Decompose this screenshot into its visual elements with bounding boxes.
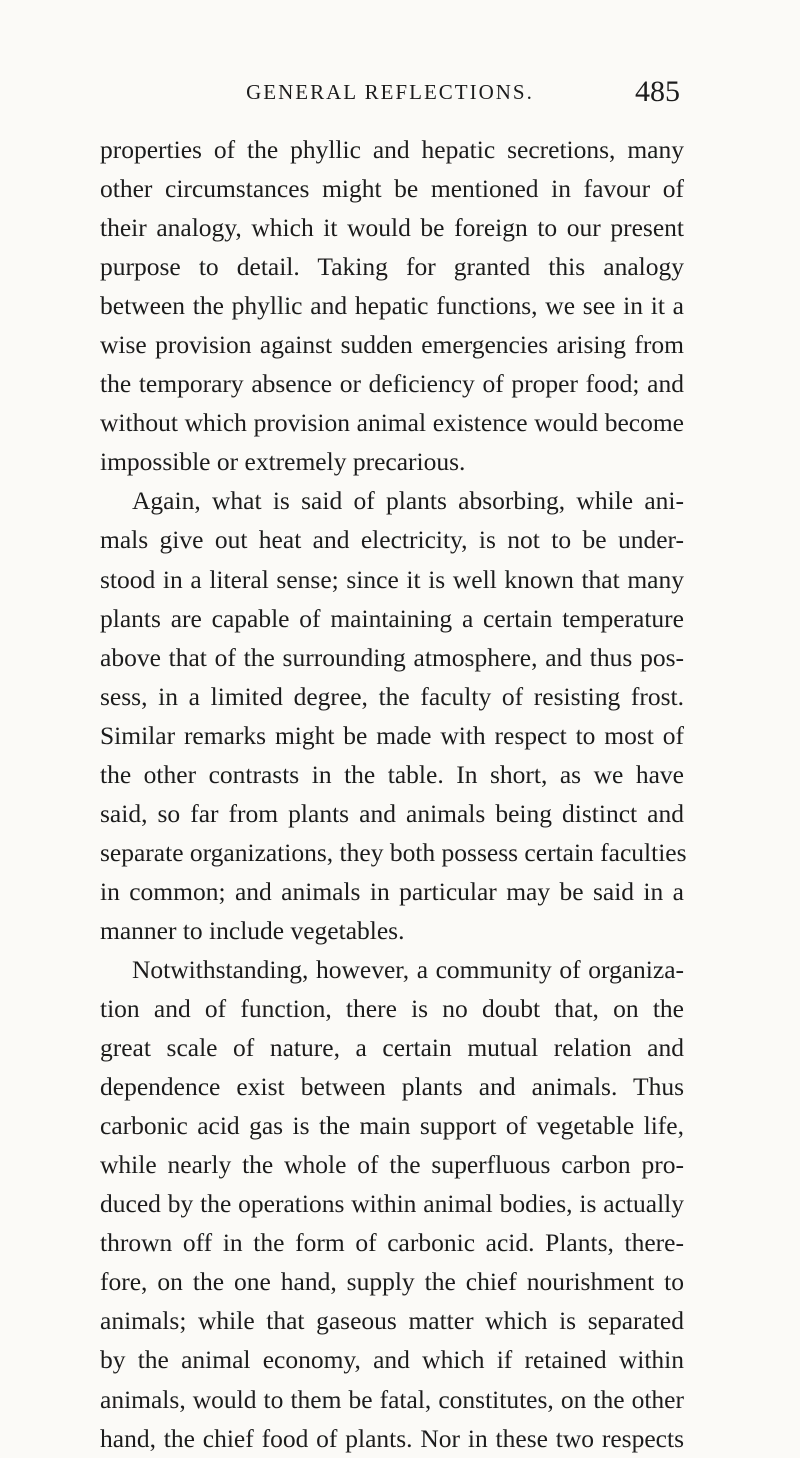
text-line: animals, would to them be fatal, constitutes, on the other	[100, 1384, 684, 1414]
text-line: properties of the phyllic and hepatic secretions, many	[100, 135, 684, 164]
text-line: separate organizations, they both possess certain faculties	[100, 837, 687, 867]
text-line: sess, in a limited degree, the faculty of resisting frost.	[100, 681, 684, 711]
text-line: great scale of nature, a certain mutual relation and	[100, 1033, 684, 1063]
text-line: manner to include vegetables.	[100, 915, 405, 945]
text-line: without which provision animal existence would become	[100, 408, 684, 438]
text-line: mals give out heat and electricity, is not to be under-	[100, 525, 684, 555]
running-title: GENERAL REFLECTIONS.	[246, 80, 534, 104]
text-line: purpose to detail. Taking for granted this analogy	[100, 252, 684, 282]
text-line: wise provision against sudden emergencies arising from	[100, 330, 684, 360]
text-line: plants are capable of maintaining a certain temperature	[100, 603, 684, 633]
body-text	[100, 130, 687, 1458]
text-line: in common; and animals in particular may be said in a	[100, 876, 684, 906]
text-line: duced by the operations within animal bodies, is actually	[100, 1189, 684, 1219]
text-line: Similar remarks might be made with respect to most of	[100, 720, 684, 750]
text-line: the other contrasts in the table. In short, as we have	[100, 759, 684, 789]
text-line: fore, on the one hand, supply the chief nourishment to	[100, 1267, 684, 1297]
text-line: their analogy, which it would be foreign to our present	[100, 213, 684, 243]
text-line: hand, the chief food of plants. Nor in these two respects	[100, 1423, 684, 1453]
text-line: by the animal economy, and which if retained within	[100, 1345, 684, 1375]
text-line: dependence exist between plants and animals. Thus	[100, 1072, 684, 1102]
text-line: above that of the surrounding atmosphere, and thus pos-	[100, 642, 684, 672]
text-line: between the phyllic and hepatic functions, we see in it a	[100, 291, 684, 321]
page-header	[100, 72, 680, 112]
text-line: the temporary absence or deficiency of proper food; and	[100, 369, 684, 399]
text-line: Notwithstanding, however, a community of organiza-	[132, 954, 684, 984]
text-line: other circumstances might be mentioned in favour of	[100, 174, 684, 204]
text-line: impossible or extremely precarious.	[100, 447, 466, 477]
text-line: stood in a literal sense; since it is well known that many	[100, 564, 684, 594]
text-line: thrown off in the form of carbonic acid. Plants, there-	[100, 1228, 684, 1258]
text-line: Again, what is said of plants absorbing, while ani-	[132, 486, 684, 516]
text-line: tion and of function, there is no doubt that, on the	[100, 994, 684, 1024]
text-line: animals; while that gaseous matter which is separated	[100, 1306, 684, 1336]
text-line: carbonic acid gas is the main support of vegetable life,	[100, 1111, 684, 1141]
text-line: said, so far from plants and animals being distinct and	[100, 798, 684, 828]
text-line: while nearly the whole of the superfluous carbon pro-	[100, 1150, 684, 1180]
page-number: 485	[635, 75, 680, 108]
